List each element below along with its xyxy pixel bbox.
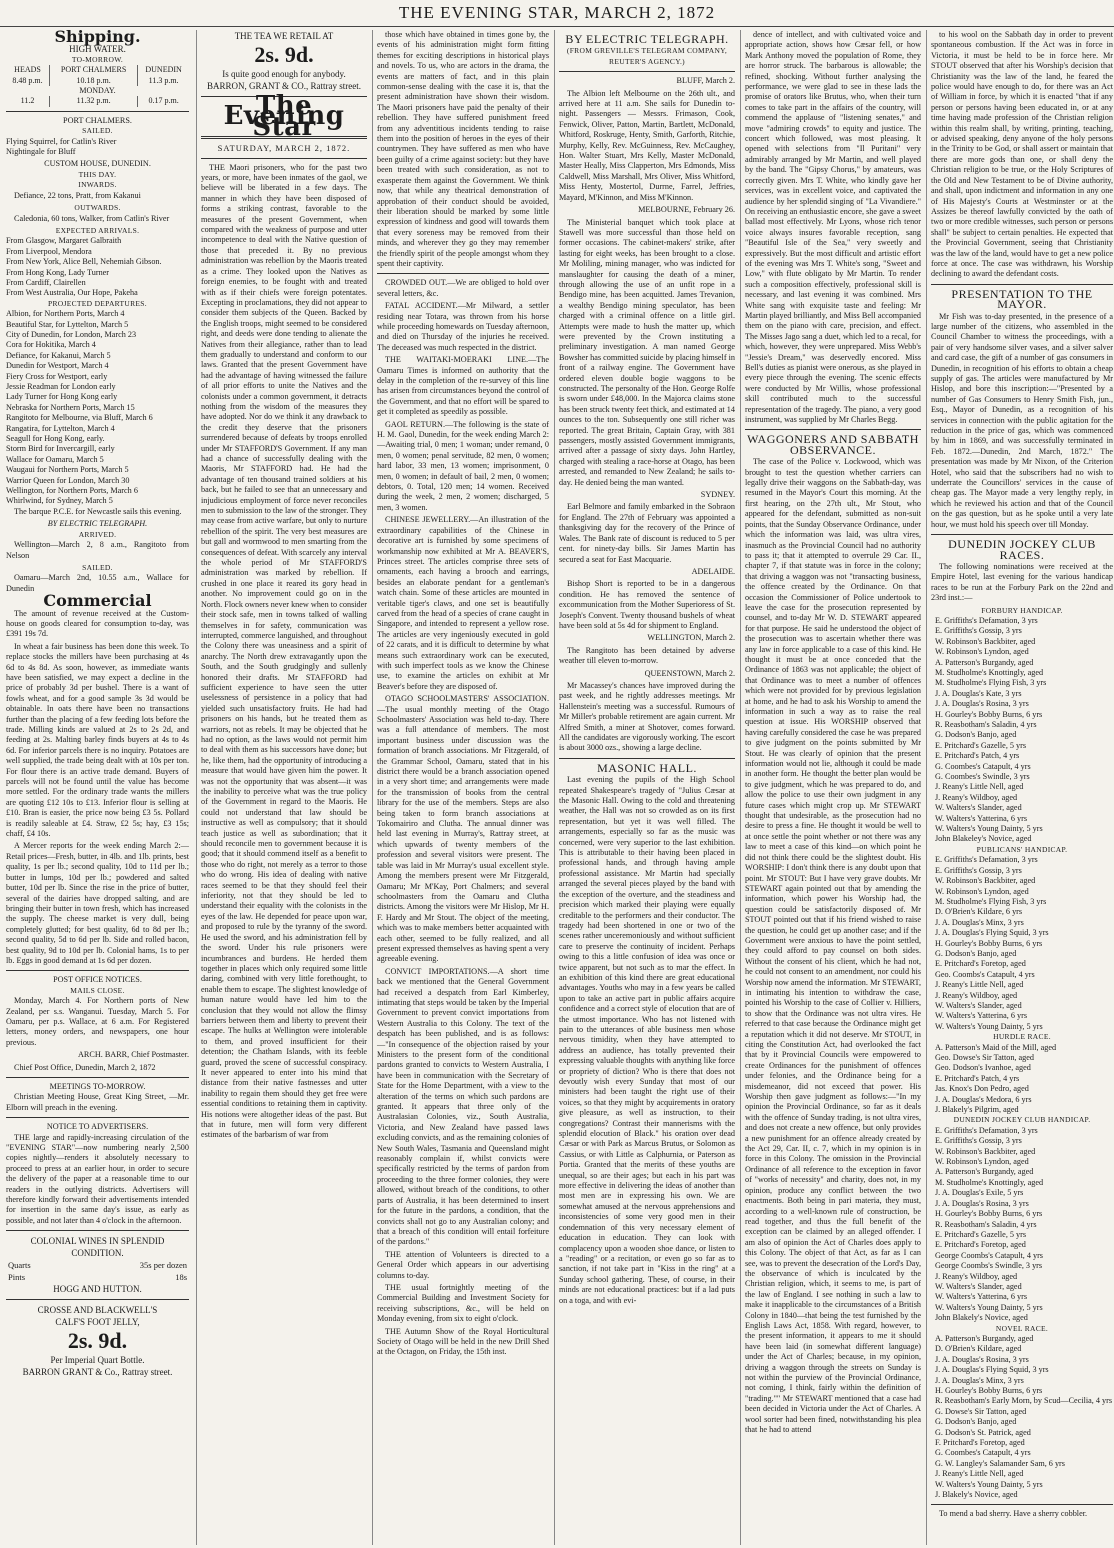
race-entry: J. A. Douglas's Flying Squid, 3 yrs [935, 928, 1049, 938]
list-item: Storm Bird for Invercargill, early [6, 444, 115, 454]
race-entry: D. O'Brien's Kildare, 6 yrs [935, 907, 1023, 917]
expected-arrivals-label: EXPECTED ARRIVALS. [55, 225, 140, 235]
table-row [6, 1259, 189, 1271]
race-entry: W. Robinson's Backbiter, aged [935, 876, 1036, 886]
tea-heading: THE TEA WE RETAIL AT [234, 31, 334, 41]
race-entry: G. Dodson's Banjo, aged [935, 730, 1017, 740]
telegraph-item: The Ministerial banquet which took place at Stawell was more successful than those held on former occasions. The cabinet-makers' strike, after lasting for eight weeks, has been brought to a close. Mr Moliling, mining manager, who was indicted for manslaughter for causing the death of a miner, through allowing the use of an unfit rope in a Bendigo mine, has been acquitted. James Trevanion, a wealthy Bendigo mining speculator, has been charged with a criminal offence on a little girl. Attempts were made to hush the matter up, which were prevented by the Crown instituting a preliminary investigation. A man named George Bowsher has committed suicide by placing himself in front of a railway engine. The Government have ordered eleven double bogie waggons to be constructed. The personalty of the Hon. George Rolfe is sworn under £48,000. In the Majorca claims stone has been struck twenty feet thick, and estimated at 14 ounces to the ton. Subsequently one still richer was reported. The great Britain, Captain Gray, with 381 passengers, mostly assisted Government immigrants, arrived after a passage of sixty days. John Hartley, charged with stealing a race-horse at Otago, has been arrested, and remanded to New Zealand; he sails to-day. He denied being the man wanted. [559, 217, 735, 487]
race-entry: G. Dodson's Banjo, aged [935, 948, 1017, 958]
tide-cell: 11.32 p.m. [50, 96, 138, 106]
race-entry: W. Walters's Slander, aged [935, 1281, 1022, 1291]
tide-row [6, 96, 189, 106]
list-item: Rangatira, for Lyttelton, March 4 [6, 423, 115, 433]
race-entry: W. Robinson's Lyndon, aged [935, 647, 1029, 657]
race-entry: Geo. Dodson's Ivanhoe, aged [935, 1063, 1031, 1073]
race-entry: W. Walters's Yatterina, 6 yrs [935, 813, 1028, 823]
column-4 [554, 30, 739, 1545]
jockey-intro: The following nominations were received at the Empire Hotel, last evening for the various handicap races to be run at the Forbury Park on the 22nd and 23rd inst.:— [931, 561, 1113, 603]
list-item: Dunedin for Westport, March 4 [6, 361, 109, 371]
tide-cell: 11.2 [6, 96, 50, 106]
dateline: BLUFF, March 2. [676, 76, 735, 86]
post-office-signature: ARCH. BARR, Chief Postmaster. [78, 1050, 189, 1060]
race-entries [931, 1126, 1113, 1324]
dateline: MELBOURNE, February 26. [638, 205, 735, 215]
dateline: QUEENSTOWN, March 2. [644, 668, 735, 678]
race-entry: M. Studholme's Flying Fish, 3 yrs [935, 678, 1047, 688]
port-chalmers-heading: PORT CHALMERS. [63, 115, 132, 125]
columns [0, 30, 1114, 1545]
divider [6, 111, 189, 112]
high-water-sub: TO-MORROW. [71, 54, 124, 64]
race-entry: J. Reany's Wildboy, aged [935, 1271, 1018, 1281]
list-item: Albion, for Northern Ports, March 4 [6, 309, 125, 319]
race-entry: H. Gourley's Bobby Burns, 6 yrs [935, 1386, 1043, 1395]
tide-head-cell: DUNEDIN [145, 65, 182, 75]
race-entry: J. Blakely's Pilgrim, aged [935, 1105, 1019, 1115]
telegraph-heading: BY ELECTRIC TELEGRAPH. [565, 32, 729, 46]
closing-note: To mend a bad sherry. Have a sherry cobbler. [939, 1509, 1088, 1519]
race-entry: W. Walters's Yatterina, 6 yrs [935, 1011, 1028, 1021]
race-entry: E. Griffiths's Gossip, 3 yrs [935, 1136, 1022, 1146]
divider [559, 71, 735, 72]
expected-arrivals-list [6, 236, 189, 298]
telegraph-item: Mr Macassey's chances have improved during the past week, and he rightly addresses meetings. Mr Hallenstein's meeting was a successful. Rumours of Mr Miller's probable retirement are again current. Mr Alfred Smith, a miner at Shotover, comes forward. All the candidates are vigorously working. The escort is about 3000 ozs., showing a large decline. [559, 680, 735, 753]
race-entry: F. Pritchard's Foretop, aged [935, 1438, 1025, 1448]
race-entry: W. Robinson's Lyndon, aged [935, 886, 1029, 896]
news-item: GAOL RETURN.—The following is the state of H. M. Gaol, Dunedin, for the week ending March 2:—Awaiting trial, 0 men; 1 woman; under remand, 0 men, 0 women; penal servitude, 82 men, 0 women; hard labor, 33 men, 13 women; imprisonment, 0 men, 0 women; in default of bail, 2 men, 0 women; debtors, 0. Total, 120 men; 14 women. Received during the week, 2 men, 2 women; discharged, 5 men, 3 women. [377, 419, 549, 512]
list-item: Whirlwind, for Sydney, March 5 [6, 496, 113, 506]
jelly-heading-2: CALF'S FOOT JELLY, [55, 1317, 140, 1328]
projected-departures-list [6, 309, 189, 507]
race-entry: J. Reany's Wildboy, aged [935, 990, 1018, 1000]
divider [6, 1299, 189, 1300]
outwards-label: OUTWARDS. [74, 203, 121, 213]
wines-price-table [6, 1259, 189, 1283]
race-entry: E. Griffiths's Defamation, 3 yrs [935, 615, 1038, 625]
custom-house-heading: CUSTOM HOUSE, DUNEDIN. [44, 159, 151, 169]
telegraph-item: Earl Belmore and family embarked in the Sobraon for England. The 27th of February was appointed a thanksgiving day for the recovery of the Prince of Wales. The Bank rate of discount is reduced to 5 per cent. for ninety-day bills. Sir James Martin has secured a seat for East Macquarie. [559, 502, 735, 564]
tide-cell: 11.3 p.m. [148, 75, 179, 85]
column-3 [372, 30, 553, 1545]
jelly-heading: CROSSE AND BLACKWELL'S [37, 1305, 158, 1316]
divider [931, 284, 1113, 285]
column-6 [926, 30, 1114, 1545]
tide-head-cell: PORT CHALMERS [50, 65, 138, 75]
meetings-text: Christian Meeting House, Great King Street, —Mr. Elborn will preach in the evening. [6, 1092, 189, 1112]
race-entry: R. Reasbotham's Early Morn, by Scud—Cecilia, 4 yrs [935, 1396, 1113, 1406]
list-item: Wallace for Oamaru, March 5 [6, 454, 104, 464]
port-chalmers-text: Flying Squirrel, for Catlin's River Nightingale for Bluff [6, 136, 117, 157]
race-entry: E. Pritchard's Patch, 4 yrs [935, 1073, 1020, 1083]
race-entry: John Blakely's Novice, aged [935, 1313, 1028, 1323]
divider [6, 1117, 189, 1118]
telegraph-item: Bishop Short is reported to be in a dangerous condition. He has removed the sentence of excommunication from the Mother Superioress of St. Joseph's Convent. Twenty thousand bushels of wheat have been sold at 5s 4d for shipment to England. [559, 579, 735, 630]
race-entry: J. A. Douglas's Medora, 6 yrs [935, 1094, 1032, 1104]
mails-close-label: MAILS CLOSE. [70, 985, 125, 995]
commercial-paragraph: The amount of revenue received at the Custom-house on goods cleared for consumption to-day, was £391 19s 7d. [6, 608, 189, 639]
tide-cell: 8.48 p.m. [6, 76, 50, 86]
issue-date: SATURDAY, MARCH 2, 1872. [217, 143, 351, 154]
race-entry: W. Robinson's Backbiter, aged [935, 1146, 1036, 1156]
meetings-heading: MEETINGS TO-MORROW. [49, 1082, 146, 1091]
wines-advert [6, 1235, 189, 1295]
race-entries [931, 616, 1113, 845]
arrived-label: ARRIVED. [78, 529, 117, 539]
commercial-paragraph: In wheat a fair business has been done this week. To replace stocks the millers have been purchasing at 4s 6d to 4s 8d. As soon, however, as immediate wants have been satisfied, we may expect a decline in the price of probably 3d per bushel. There is a want of fowls wheat, and for a good sample 3s 3d would be obtainable. In oats there have been no transactions further than the placing of a few feeding lots before the trade. Milling kinds are valued at 2s to 2s 2d, and feeding at 2s. Malting barley finds buyers at 4s to 4s 6d. For inferior parcels there is no inquiry. Potatoes are well supplied, the trade being dealt with at 10s per ton. For flour there is an active trade demand. Buyers of parcels will not be found until the value has become more settled. For the ordinary trade wants the millers are quoting £12 10s to £13. Inferior flour is selling at £10. Bran is easier, the price now being £3 5s. Pollard is readily saleable at £4. Straw, £2 5s; hay, £3 15s; chaff, £4 10s. [6, 641, 189, 839]
race-entry: J. Blakely's Novice, aged [935, 1490, 1018, 1500]
race-entry: J. A. Douglas's Rosina, 3 yrs [935, 1198, 1029, 1208]
race-entry: J. Reany's Little Nell, aged [935, 980, 1024, 990]
race-entry: W. Walters's Slander, aged [935, 803, 1022, 813]
race-entry: John Blakeley's Novice, aged [935, 834, 1032, 844]
race-entry: J. A. Douglas's Minx, 3 yrs [935, 917, 1024, 927]
race-entry: G. Dowse's Sir Tatton, aged [935, 1406, 1027, 1416]
race-entry: J. A. Douglas's Flying Squid, 3 yrs [935, 1365, 1049, 1375]
waggoners-continued: to his wool on the Sabbath day in order to prevent spontaneous combustion. If the Act was in force in Victoria, it must be held to be in force here. Mr STOUT observed that after his Worship's decision that Christianity was the law of the land, he feared the police would have enough to do, for there was an Act of William in force, by which it is enacted "that if any person or persons having been educated in, or at any time having made profession of the Christian religion within this realm shall, by writing, printing, teaching, or advised speaking, deny anyone of the holy persons in the Trinity to be God, or shall assert or maintain that there are more gods than one, or shall deny the Christian religion to be true, or the Holy Scriptures of the Old and New Testament to be of Divine authority, and shall, upon indictment and information in any one of His Majesty's Courts at Westminster or at the Assizes be thereof lawfully convicted by the oath of two or more credible witnesses, such person or persons shall" be subject to certain penalties. He expected that the Provincial Government, seeing that Christianity was the law of the land, would have to get a new police force at once. The case was withdrawn, his Worship declining to award the defendant costs. [931, 30, 1113, 279]
news-item: FATAL ACCIDENT.—Mr Milward, a settler residing near Totara, was thrown from his horse while proceeding homewards on Tuesday afternoon, and died on Thursday of the injuries he received. The deceased was much respected in the district. [377, 301, 549, 352]
news-item: CROWDED OUT.—We are obliged to hold over several letters, &c. [377, 278, 549, 298]
list-item: From Liverpool, Mendora [6, 246, 92, 256]
race-entry: W. Walters's Slander, aged [935, 1000, 1022, 1010]
list-item: Cora for Hokitika, March 4 [6, 340, 96, 350]
barque-notice: The barque P.C.E. for Newcastle sails this evening. [14, 506, 182, 516]
tide-head-row [6, 65, 189, 75]
list-item: Beautiful Star, for Lyttelton, March 5 [6, 319, 129, 329]
table-row [6, 1271, 189, 1283]
nameplate: The Evening Star [223, 91, 345, 142]
race-entry: H. Gourley's Bobby Burns, 6 yrs [935, 938, 1043, 948]
race-entry: M. Studholme's Knottingly, aged [935, 1177, 1044, 1187]
race-entry: E. Griffiths's Gossip, 3 yrs [935, 626, 1022, 636]
tide-table [6, 65, 189, 107]
divider [559, 758, 735, 759]
race-entries [931, 1334, 1113, 1501]
column-2 [196, 30, 371, 1545]
race-entry: Jas. Knox's Don Pedro, aged [935, 1084, 1029, 1094]
race-entry: J. A. Douglas's Exile, 5 yrs [935, 1188, 1024, 1198]
race-entry: J. Reany's Little Nell, aged [935, 782, 1024, 792]
shipping-heading: Shipping. [54, 30, 141, 46]
masonic-text: Last evening the pupils of the High School repeated Shakespeare's tragedy of "Julius Cæsar at the Masonic Hall. Owing to the cold and threatening weather, the Hall was not so crowded as on its first representation, but yet it was well filled. The arrangements, especially so far as the music was concerned, were very superior to the last exhibition. This is attributable to their having been placed in professional hands, and through having ample professional assistance. Mr Martin had specially arranged the several pieces played by the band with the exception of the overture, and the steadiness and precision which marked their playing were equally creditable to the performers and their conductor. The tragedy had been shortened in one or two of the scenes rather unceremoniously and without sufficient care to preserve the continuity of incident. Perhaps owing to this a little confusion of idea was once or twice apparent, but not such as to mar the effect. In an exhibition of this kind there are great educational advantages. Youths who may in a few years be called upon to take an active part in public affairs acquire confidence and a correct style of elocution that are of the utmost importance. Who has not listened with pain to the utterances of able business men whose nervous timidity, when they have attempted to address an audience, has totally prevented their expressing valuable thoughts with anything like force or propriety of diction? Who is there that does not devoutly wish every Sunday that most of our ministers had been taught the right use of their voices, so that they might by acquirements in oratory give pleasure, as well as instruction, to their congregations? Contrast their mannerisms with the splendid elocution of Black." his oration over dead Cæsar or with Park as Marcus Brutus, or Solomon as Cassius, or with Little as Calphurnia, or Paterson as Portia. Granted that the merits of these youths are unequal, so are their ages; but each in his part was more effective in delivering the ideas of another than most men are in expressing his own. We are somewhat amused at the nervous apprehensions and inconsistencies of some very good men in their condemnation of this very necessary element of education in education. They can look with complacency upon a wooden shoe dance, or listen to a "reading" or a recitation, or even go so far as to sanction, if not take part in "Kiss in the ring" at a Sunday school gathering. These, of course, in their minds are not educational practices: but if a lad puts on a toga, and with evi- [559, 775, 735, 1305]
news-item: CHINESE JEWELLERY.—An illustration of the extraordinary capabilities of the Chinese in decorative art is furnished by some specimens of workmanship now exhibited at Mr A. BEAVER'S, Princes street. The articles comprise three sets of ornaments, each having a brooch and earrings, besides an elaborate pendant for a gentleman's watch chain. Some of these articles are mounted in veritable tiger's claws, and one set is beautifully carved from the head of a species of crane caught in Singapore, and intended to represent a yellow rose. The articles are very ingeniously executed in gold of 22 carats, and it is difficult to determine by what means such extraordinary work can be executed, with such imperfect tools as we know the Chinese use, to examine the articles on exhibit at Mr Beaver's before they are disposed of. [377, 515, 549, 691]
dateline: ADELAIDE. [691, 566, 735, 576]
race-entry: W. Robinson's Backbiter, aged [935, 636, 1036, 646]
race-entry: Geo. Dowse's Sir Tatton, aged [935, 1053, 1034, 1062]
race-entry: J. A. Douglas's Rosina, 3 yrs [935, 1354, 1029, 1364]
commercial-heading: Commercial [43, 591, 152, 611]
race-entry: E. Pritchard's Foretop, aged [935, 1240, 1026, 1250]
race-entry: George Coombs's Catapult, 4 yrs [935, 1250, 1043, 1260]
race-entry: E. Griffiths's Defamation, 3 yrs [935, 855, 1038, 865]
arrived-text: Wellington—March 2, 8 a.m., Rangitoto from Nelson [6, 540, 189, 560]
tea-price: 2s. 9d. [254, 42, 314, 67]
race-entry: E. Pritchard's Foretop, aged [935, 959, 1026, 969]
race-entry: George Coombs's Swindle, 3 yrs [935, 1261, 1043, 1271]
list-item: Wellington, for Northern Ports, March 6 [6, 486, 138, 496]
news-item: THE attention of Volunteers is directed to a General Order which appears in our advertising columns to-day. [377, 1249, 549, 1280]
divider [377, 273, 549, 274]
notice-text: THE large and rapidly-increasing circulation of the "EVENING STAR"—now numbering nearly 2,500 copies nightly—renders it absolutely necessary to proceed to press at an earlier hour, in order to secure the delivery of the paper at a reasonable time to our readers in the outlying districts. Advertisers will therefore kindly forward their advertisements intended for insertion in the same day's issue, as early as possible, and not later than 4 o'clock in the afternoon. [6, 1132, 189, 1225]
list-item: Seagull for Hong Kong, early. [6, 434, 105, 444]
notice-heading: NOTICE TO ADVERTISERS. [46, 1122, 149, 1132]
race-entry: A. Patterson's Burgandy, aged [935, 657, 1034, 667]
inwards-label: INWARDS. [78, 180, 117, 190]
list-item: From West Australia, Our Hope, Pakeha [6, 288, 138, 298]
sailed-label: SAILED. [82, 126, 113, 136]
race-entries [931, 1043, 1113, 1116]
tide-head-cell: HEADS [6, 65, 50, 75]
divider [201, 158, 367, 159]
list-item: Jessie Readman for London early [6, 382, 116, 391]
race-entry: W. Walters's Young Dainty, 5 yrs [935, 824, 1043, 834]
race-entry: M. Studholme's Flying Fish, 3 yrs [935, 896, 1047, 906]
presentation-heading: PRESENTATION TO THE MAYOR. [951, 286, 1093, 312]
list-item: Waugaui for Northern Ports, March 5 [6, 465, 129, 475]
news-item: THE usual fortnightly meeting of the Commercial Building and Investment Society for receiving subscriptions, &c., will be held on Monday evening, from six to eight o'clock. [377, 1282, 549, 1324]
masonic-continued: dence of intellect, and with cultivated voice and appropriate action, shows how Cæsar fell, or how Mark Anthony moved the population of Rome, they are horror struck. The barbarous is allowable; the refined, shocking. Without further analysing the performance, we were glad to see in these lads the promise of orators like Brutus, who, when their turn comes to take part in the affairs of the country, will commend the applause of "listening senates," and move "admiring crowds" to equity and justice. The concert which followed, was most pleasing. It opened with selections from "Il Puritani" very admirably arranged by Mr Martin, and well played by the band. The "Gipsy Chorus," by amateurs, was correctly given. Mrs T. White, who kindly gave her services, was in excellent voice, and captivated the audience by her splendid singing of "La Vivandiere." On receiving an enthusiastic encore, she gave a sweet ballad most effectively. Mr Lyons, whose rich tenor voice always insures favorable reception, sang "Beautiful Isle of the Sea," very sweetly and expressively. But the most difficult and artistic effort of the evening was Mrs T. White's song, "Sweet and Low," with flute obligato by Mr Martin. To render such a composition effectively, professional skill is necessary, and last evening it was combined. Mrs White sang with exquisite taste and feeling: Mr Martin played brilliantly, and Miss Bell accompanied them on the piano with care, precision, and effect. The Misses Jago sang a duet, which led to a recal, for which, however, they were unprepared. Miss Webb's "Jessie's Dream," was deservedly encored. Miss Bell's duties as pianist were onerous, as she played in every piece through the evening. The scenic effects were conducted by Mr Willis, whose professional skill contributed much to the successful representation of the tragedy. The piano, a very good instrument, was supplied by Mr Charles Begg. [745, 30, 921, 425]
page-header: THE EVENING STAR, MARCH 2, 1872 [0, 0, 1114, 27]
masonic-heading: MASONIC HALL. [597, 760, 697, 775]
race-heading: NOVEL RACE. [995, 1323, 1049, 1333]
post-office-text: Monday, March 4. For Northern ports of New Zealand, per s.s. Wanganui. Tuesday, March 5. For Oamaru, per p.s. Wallace, at 6 a.m. For Registered letters, money orders, and newspapers, one hour previous. [6, 996, 189, 1047]
projected-departures-label: PROJECTED DEPARTURES. [48, 298, 147, 308]
list-item: Rangitoto for Melbourne, via Bluff, March 6 [6, 413, 153, 423]
jelly-signature: BARRON GRANT & Co., Rattray street. [22, 1367, 173, 1378]
outwards-text: Caledonia, 60 tons, Walker, from Catlin's River [14, 213, 170, 223]
race-entry: W. Robinson's Lyndon, aged [935, 1157, 1029, 1167]
pints-label: Pints [8, 1272, 26, 1283]
race-entry: G. Dodson's Banjo, aged [935, 1417, 1017, 1427]
race-entry: A. Patterson's Burgandy, aged [935, 1333, 1034, 1343]
jelly-price: 2s. 9d. [67, 1328, 128, 1354]
divider [6, 1077, 189, 1078]
race-entry: W. Walters's Young Dainty, 5 yrs [935, 1479, 1043, 1489]
list-item: City of Dunedin, for London, March 23 [6, 329, 137, 339]
race-entry: W. Walters's Yatterina, 6 yrs [935, 1292, 1028, 1302]
editorial-text: THE Maori prisoners, who for the past two years, or more, have been inmates of the gaol, we believe will be liberated in a few days. The manner in which they have been disposed of forms a striking contrast, favorable to the measures of the present Government, when compared with the weakness of purpose and utter incompetence to deal with the Native question of those that preceded it. By no previous administration was rebellion by the Maoris treated as a crime. They looked upon the Natives as foreign enemies, to be fought with and treated with as if their chiefs were foreign potentates. Excepting in proclamations, they did not appear to consider them subjects of the Queen. Backed by the English troops, might seemed to be considered right, and deeds were done tending to alienate the Natives from their allegiance, rather than to lead them gradually to understand and conform to our laws. Granted that the present Government have had the advantage of having witnessed the failure of all prior efforts to unite the Natives and the colonists under a common government, it detracts nothing from the wisdom of the measures they have adopted. Nor do we think it any drawback to the credit they deserve that the prisoners surrendered because of defeats by troops enrolled under Mr STAFFORD'S Government. If any man had a chance of successfully dealing with the Maoris, Mr STAFFORD had. He had the advantage of ten thousand trained soldiers at his back, but he failed to see that an unnecessary and injudicious employment of force never reconciles men to submission to the law of the stronger. They may cease from active warfare, but only to nurture rebellion of the spirit. The very best measures are but gall and wormwood to men smarting from the consequences of defeat. With scarcely any interval the whole period of Mr STAFFORD'S administration was marked by rebellion. If crushed in one place it reared its gory head in another. No improvement could go on in the North. Flock owners never knew when to consider their stock safe, men in towns talked of walling themselves in for safety, communication was interrupted, commerce languished, and throughout the Colony there was uneasiness and a spirit of anarchy. The North drew extravagantly upon the South, and the South grudgingly and sullenly honored their drafts. Mr STAFFORD had sufficient experience to have seen the utter uselessness of persistence in a policy that had yielded such unsatisfactory fruits. He had had prisoners on his hands, but he treated them as warriors, not as rebels. It may be objected that he had no option, as the laws would not permit him to deal with them as his successors have done; but he, like them, had the opportunity of introducing a measure that would have given him the power. It was not the opportunity that was absent—it was the inability to perceive what was the true policy of the Government in regard to the Maoris. He could not understand that law should be instructive as well as compulsory; that it should teach justice as well as subordination; that it should reconcile men to government because it is good; that it should commend itself as a benefit to those who do right, not merely as a terror to those who do wrong. His idea of dealing with native races seemed to be that they should feel their inferiority, not that they should be led to understand their equality with the colonists in the eyes of the law. He depended for peace upon war, and proposed to rule by the tyranny of the sword. He used the sword, and his administration fell by the sword. Under his rule prisoners were incumbrances and burdens. He herded them together in places which only required some little daring, combined with very little forethought, to enable them to escape. The slightest knowledge of human nature would have led him to the conclusion that they would not allow the flimsy barriers between them and liberty to prevent their escape. The hulks at Wellington were intolerable to them, and proved insufficient for their detention; the Chatham Islands, with its feeble guard, proved the scene of successful conspiracy. It never appeared to enter into his mind that distance from their native fastnesses and utter inability to regain them should they get free were essential conditions to retaining them in captivity. His notions were altogether ideas of the past. But that in future, men will form very different estimates of the barbarism of war from [201, 162, 367, 1140]
race-entries [931, 855, 1113, 1032]
race-heading: DUNEDIN JOCKEY CLUB HANDICAP. [953, 1115, 1091, 1125]
race-entry: A. Patterson's Maid of the Mill, aged [935, 1042, 1057, 1052]
race-entry: G. W. Langley's Salamander Sam, 6 yrs [935, 1458, 1065, 1468]
list-item: From Glasgow, Margaret Galbraith [6, 236, 122, 246]
telegraph-source: (FROM GREVILLE'S TELEGRAM COMPANY, REUTER'S AGENCY.) [566, 46, 728, 66]
list-item: Fiery Cross for Westport, early [6, 371, 108, 381]
dateline: SYDNEY. [700, 490, 735, 500]
race-entry: J. Reany's Little Nell, aged [935, 1469, 1024, 1479]
commercial-paragraph: A Mercer reports for the week ending March 2:—Retail prices—Fresh, butter, in 4lb. and 1lb. prints, best quality, 1s per lb.; second quality, 10d to 11d per lb.; butter in lumps, 10d per lb.; powdered and salted butter, 10d per lb. Since the rise in the price of butter, several of the dairies have dropped salting, and are bringing their butter in town fresh, which has increased the supply. The cheese market is very dull, being completely glutted; for best quality, 6d to 8d per lb.; second quality, 5d to 6d per lb. Side and rolled bacon, best quality, 9d to 10d per lb. Colonial hams, 1s to per lb. Eggs in good demand at 1s 6d per dozen. [6, 841, 189, 965]
race-entry: G. Coombes's Catapult, 4 yrs [935, 761, 1031, 771]
race-entry: W. Walters's Young Dainty, 5 yrs [935, 1021, 1043, 1031]
tea-advert [201, 30, 367, 92]
custom-house-sub: THIS DAY. [78, 169, 117, 179]
news-item: THE WAITAKI-MOERAKI LINE.—The Oamaru Times is informed on authority that the delay in the completion of the re-survey of this line has arisen from circumstances beyond the control of the Government, and that no effort will be spared to get it completed as speedily as possible. [377, 355, 549, 417]
tide-monday-row [6, 86, 189, 96]
race-entry: R. Reasbotham's Saladin, 4 yrs [935, 720, 1037, 729]
race-entry: J. A. Douglas's Minx, 3 yrs [935, 1375, 1024, 1385]
race-entry: G. Coombes's Swindle, 3 yrs [935, 772, 1030, 782]
wines-signature: HOGG AND HUTTON. [53, 1284, 142, 1295]
quarts-label: Quarts [8, 1260, 31, 1271]
post-office-heading: POST OFFICE NOTICES. [53, 975, 142, 985]
race-heading: HURDLE RACE. [993, 1032, 1051, 1042]
race-entry: W. Walters's Young Dainty, 5 yrs [935, 1302, 1043, 1312]
wines-heading: COLONIAL WINES IN SPLENDID CONDITION. [30, 1236, 165, 1259]
inwards-text: Defiance, 22 tons, Pratt, from Kakanui [14, 190, 141, 200]
list-item: From New York, Alice Bell, Nehemiah Gibson. [6, 257, 162, 267]
race-entry: G. Coombes's Catapult, 4 yrs [935, 1448, 1031, 1458]
race-entry: Geo. Coombs's Catapult, 4 yrs [935, 969, 1035, 979]
race-entry: J. Reany's Wildboy, aged [935, 792, 1018, 802]
race-heading: PUBLICANS' HANDICAP. [976, 844, 1068, 854]
sailed-label: SAILED. [82, 562, 113, 572]
editorial-continued: those which have obtained in times gone by, the events of his administration might form fitting themes for exciting descriptions in historical plays and novels. To us, who are actors in the drama, the events are matters of fact, and in this plain common-sense dealing with the case it is, that the present administration have shown their wisdom. The Maori prisoners have paid the penalty of their rebellion. They have suffered punishment freed from any adventitious incidents tending to raise them into the position of heroes in the eyes of their countrymen. They have suffered as men who have been guilty of a crime against society: but they have been treated with such consideration, as not to exasperate them against the Government. We think now, that while any theatrical demonstration of approbation of their conduct should be avoided, their liberation should be marked by some little expression of kindness and good will towards them that every soreness may be removed from their minds, and wherever they go they may remember the friendly spirit of the people amongst whom they spent their captivity. [377, 30, 549, 268]
news-item: CONVICT IMPORTATIONS.—A short time back we mentioned that the General Government had received a despatch from Earl Kimberley, intimating that steps would be taken by the Imperial Government to prevent convict importations from Western Australia to this Colony. The text of the despatch has been published, and is as follows:—"In consequence of the objection raised by your Ministers to the present form of the conditional pardons granted to convicts to Western Australia, I have been in communication with the Secretary of State for the Home Department, with a view to the alteration of the terms on which such pardons are granted. It appears that three only of the Australasian Colonies, viz., South Australia, Victoria, and New Zealand have passed laws excluding convicts, and as the remaining colonies of New South Wales, Tasmania and Queensland might reasonably complain if, whilst convicts were specifically restricted by the terms of pardon from proceeding to the three former colonies, they were allowed, without breach of the conditions, to other parts of Australia, it has been determined to insert for the future in the pardons, a condition, that the convicts shall not go to any Australian colony; and that a breach of this condition will entail forfeiture of the pardons." [377, 966, 549, 1247]
divider [931, 1504, 1113, 1505]
race-entry: J. A. Douglas's Kate, 3 yrs [935, 688, 1022, 698]
race-entry: E. Griffiths's Gossip, 3 yrs [935, 865, 1022, 875]
list-item: From Cardiff, Clairellen [6, 277, 86, 287]
race-entry: D. O'Brien's Kildare, aged [935, 1344, 1022, 1354]
quarts-price: 35s per dozen [139, 1260, 187, 1271]
column-1 [6, 30, 193, 1545]
jelly-advert [6, 1304, 189, 1378]
race-entry: E. Griffiths's Defamation, 3 yrs [935, 1125, 1038, 1135]
news-item: THE Autumn Show of the Royal Horticultural Society of Otago will be held in the new Drill Shed at the Octagon, on Friday, the 15th inst. [377, 1326, 549, 1357]
telegraph-item: The Albion left Melbourne on the 26th ult., and arrived here at 11 a.m. She sails for Dunedin to-night. Passengers — Messrs. Frimason, Cook, Fenwick, Oliver, Patton, Martin, Bartlett, McDonald, Whitford, Roskruge, Henty, Smith, Garforth, Ritchie, Murphy, Kelly, Rev. McGuinness, Rev. McCaughey, Hon. Walter Stuart, Mrs Kelly, Master McDonald, Master Heally, Miss Clapperton, Mrs Edmonds, Miss Caldwell, Miss Marshall, Mrs Oliver, Miss Whitford, Miss Henty, Mostertol, Durrne, Farrel, Jeffries, Mayard, M'Kinnon, and Miss M'Kinnon. [559, 88, 735, 202]
list-item: From Hong Kong, Lady Turner [6, 267, 110, 277]
race-entry: R. Reasbotham's Saladin, 4 yrs [935, 1219, 1037, 1229]
tea-sub: Is quite good enough for anybody. [222, 69, 346, 79]
list-item: Warrior Queen for London, March 30 [6, 475, 130, 485]
tide-cell: 0.17 p.m. [148, 96, 179, 106]
tide-cell: 10.18 p.m. [50, 76, 138, 86]
divider [931, 534, 1113, 535]
divider [6, 1230, 189, 1231]
post-office-date: Chief Post Office, Dunedin, March 2, 1872 [14, 1062, 156, 1072]
news-item: OTAGO SCHOOLMASTERS' ASSOCIATION.—The usual monthly meeting of the Otago Schoolmasters' Association was held to-day. There was a full attendance of members. The most important business under discussion was the formation of branch associations. Mr Fitzgerald, of the Grammar School, Oamaru, stated that in his district there would be a branch association opened in a very short time; and arrangements were made for the transmission of books from the central library for the use of the members. Steps are also being taken to form branch associations at Tokomairiro and Clutha. The annual dinner was held last evening in Murray's, Rattray street, at which upwards of twenty members of the profession and several visitors were present. The table was laid in Mr Murray's usual excellent style. Among the members present were Mr Fitzgerald, Oamaru; Mr M'Kay, Port Chalmers; and several schoolmasters from the Oamaru and Clutha districts. Among the visitors were Mr Hislop, Mr H. F. Hardy and Mr Stout. The object of the meeting, which was to make members better acquainted with each other, seemed to be fully realized, and all present expressed themselves as having spent a very agreeable evening. [377, 694, 549, 964]
tide-row [6, 76, 189, 86]
divider [745, 429, 921, 430]
race-entry: G. Dodson's St. Patrick, aged [935, 1427, 1031, 1437]
list-item: Lady Turner for Hong Kong early [6, 392, 118, 402]
race-entry: E. Pritchard's Gazelle, 5 yrs [935, 1229, 1027, 1239]
list-item: Defiance, for Kakanui, March 5 [6, 350, 111, 360]
waggoners-text: The case of the Police v. Lockwood, which was brought to test the question whether carriers can legally drive their waggons on the Sabbath-day, was resumed in the Mayor's Court this morning. At the first hearing, on the 27th ult., Mr Stout, who appeared for the defendant, submitted as non-suit points, that the Sunday Observance Ordinance, under which the information was laid, was ultra vires, inasmuch as the Provincial Council had no authority to pass it; that it attempted to overrule 29 Car. II., chapter 7, if that statute was in force in the colony; that driving a waggon was not "transacting business, the offence created by the Ordinance. On that occasion the Commissioner of Police undertook to leave the case for the prosecution represented by counsel, and to-day Mr W. D. STEWART appeared for that purpose. He said he understood the object of the prosecution was to ascertain whether there was any law in force applicable to a case of this kind. He thought it must be at once conceded that the Ordinance of 1863 was not applicable; the object of that Ordinance was to meet a number of offences which were not provided for by previous legislation at home, and he had to ask his Worship to amend the information in such a way as to raise the real question at issue. His WORSHIP observed that having carefully considered the case he was prepared to give judgment on the points submitted by Mr Stout. He was clearly of opinion that the present information would not lie, although it could be made in another form. He thought the better plan would be to give judgment, which he was prepared to do, and allow the police to use their own judgment in any future cases which might crop up. Mr STEWART thought that undesirable, as the prosecution had no desire to press a fine. He thought it would be well to at once settle the point whether or not there was any law to meet a case of this kind—on which point he did not think there could be the slightest doubt. His WORSHIP: I don't think there is any doubt upon that point. Mr STOUT: But I have very grave doubts. Mr STEWART again pointed out that by amending the information, which power his Worship had, the question could be satisfactorily disposed of. Mr STOUT pointed out that if his friend wished to raise the question, he could get up another case; and if the Government were anxious to have the point settled, they could afford to pay counsel on both sides. Without the consent of his client, which he had not, he could not consent to an amendment, nor could his Worship now amend the information. Mr STEWART, in intimating his intention to withdraw the case, pointed his Worship to the case of Collier v. Hilliers, to show that the Ordinance was not ultra vires. He referred to that case because the Ordinance might get a reputation which it did not deserve. Mr STOUT, in citing the Constitution Act, had overlooked the fact that by it Provincial Councils were empowered to create Ordinances for the punishment of offences under felonies, and the Ordinance being for a misdemeanor, did not exceed that power. His Worship then gave judgment as follows:—"In my opinion the Provincial Ordinance, so far as it deals with the offence of Sunday trading, is not ultra vires, and does not create a new offence, but only provides a new punishment for an offence already created by the Act 29, Car. II, c. 7, which in my opinion is in force in this Colony. The omission in the Provincial Ordinance of all reference to the exception in favor of "works of necessity" and charity, does not, in my opinion, produce any conflict between the two enactments. Both being in pari materia, they must, according to a well-known rule of construction, be read together, and thus the full benefit of the exception can be claimed by an alleged offender. I am also of opinion the Act of Charles does apply to this Colony. The object of that Act, as far as I can see, was to prevent the desecration of the Lord's Day, the observance of which is inculcated by the Christian religion, which, it seems to me, is part of the law of England. I see nothing in such a law to make it inapplicable to the circumstances of a British Colony in 1840—that being the test furnished by the English Laws Act, 1858. With regard, however, to the present information, it appears to me it should have been laid (in somewhat different language) under the Act of Charles; because, in my opinion, driving a waggon through the streets on Sunday is not within the purview of the Provincial Ordinance, not coming, I think, fairly within the definition of "trading."" Mr STEWART mentioned that a case had been decided in Victoria under the Act of Charles. A wool sorter had been fined, notwithstanding his plea that he had to attend [745, 457, 921, 1435]
presentation-text: Mr Fish was to-day presented, in the presence of a large number of the citizens, who assembled in the Council Chamber to witness the proceedings, with a pair of very handsome silver vases, and a silver salver and card case, the gift of a number of gas consumers in Dunedin, in recognition of his efforts to obtain a cheap supply of gas. The articles were manufactured by Mr Hislop, and bore this inscription:—"Presented by a number of Gas Consumers to Henry Smith Fish, jun., Esq., Mayor of Dunedin, as a recognition of his services in connection with the public agitation for the reduction in the price of gas, which was commenced by him in 1869, and was successfully terminated in Feb. 1872.—Dunedin, 2nd March, 1872." The presentation was made by Mr Nixon, of the Criterion Hotel, who said that the subscribers had no wish to underrate the Councillors' services in the cause of cheap gas. The Mayor made a very lengthy reply, in which he reviewed his action and that of the Council on the gas question, but as he spoke until a very late hour, we must hold his speech over till Monday. [931, 311, 1113, 529]
waggoners-heading: WAGGONERS AND SABBATH OBSERVANCE. [747, 432, 919, 457]
race-entry: A. Patterson's Burgandy, aged [935, 1167, 1034, 1177]
sailed-text: Oamaru—March 2nd, 10.55 a.m., Wallace for Dunedin [6, 573, 189, 593]
column-5 [740, 30, 925, 1545]
race-entry: H. Gourley's Bobby Burns, 6 yrs [935, 1209, 1043, 1219]
high-water-heading: HIGH WATER. [69, 44, 126, 55]
race-entry: E. Pritchard's Patch, 4 yrs [935, 751, 1020, 761]
divider [6, 970, 189, 971]
tea-signature: BARRON, GRANT & CO., Rattray street. [206, 81, 362, 91]
telegraph-heading: BY ELECTRIC TELEGRAPH. [47, 519, 148, 529]
dateline: WELLINGTON, March 2. [647, 633, 735, 643]
list-item: Nebraska for Northern Ports, March 15 [6, 402, 135, 412]
race-heading: FORBURY HANDICAP. [981, 605, 1063, 615]
race-entry: E. Pritchard's Gazelle, 5 yrs [935, 740, 1027, 750]
jockey-heading: DUNEDIN JOCKEY CLUB RACES. [948, 537, 1096, 562]
tide-monday: MONDAY. [79, 86, 116, 96]
race-entry: M. Studholme's Knottingly, aged [935, 667, 1044, 677]
jelly-sub: Per Imperial Quart Bottle. [50, 1355, 145, 1366]
race-entry: H. Gourley's Bobby Burns, 6 yrs [935, 709, 1043, 719]
race-entry: J. A. Douglas's Rosina, 3 yrs [935, 699, 1029, 709]
telegraph-item: The Rangitoto has been detained by adverse weather till eleven to-morrow. [559, 645, 735, 666]
pints-price: 18s [175, 1272, 187, 1283]
